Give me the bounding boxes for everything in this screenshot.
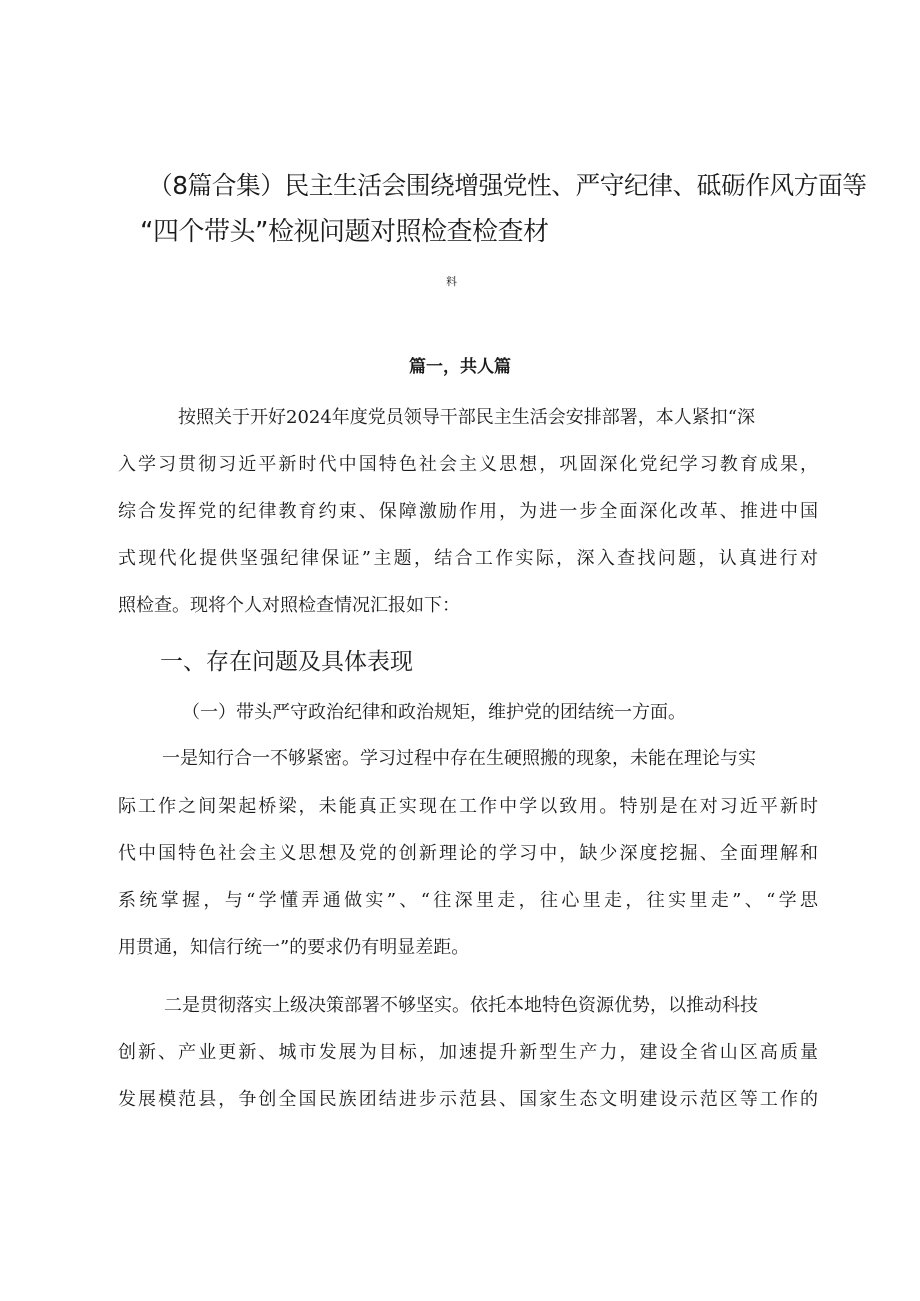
subheading-political-discipline: （一）带头严守政治纪律和政治规矩，维护党的团结统一方面。 <box>182 702 686 723</box>
document-title-line-2: “四个带头”检视问题对照检查检查材 <box>140 217 549 247</box>
section-title: 篇一，共人篇 <box>409 357 511 377</box>
para1-line-4: 系统掌握，与“学懂弄通做实”、“往深里走，往心里走，往实里走”、“学思 <box>118 890 818 911</box>
para2-line-1: 二是贯彻落实上级决策部署不够坚实。依托本地特色资源优势，以推动科技 <box>164 995 758 1016</box>
document-title-line-1: （8篇合集）民主生活会围绕增强党性、严守纪律、砥砺作风方面等 <box>148 171 867 200</box>
para1-line-5: 用贯通，知信行统一”的要求仍有明显差距。 <box>118 937 470 958</box>
para1-line-3: 代中国特色社会主义思想及党的创新理论的学习中，缺少深度挖掘、全面理解和 <box>118 843 818 864</box>
document-title-line-3: 料 <box>446 275 457 288</box>
intro-line-2: 入学习贯彻习近平新时代中国特色社会主义思想，巩固深化党纪学习教育成果， <box>118 454 818 475</box>
para2-line-2: 创新、产业更新、城市发展为目标，加速提升新型生产力，建设全省山区高质量 <box>118 1042 818 1063</box>
para2-line-3: 发展模范县，争创全国民族团结进步示范县、国家生态文明建设示范区等工作的 <box>118 1089 818 1110</box>
intro-line-3: 综合发挥党的纪律教育约束、保障激励作用，为进一步全面深化改革、推进中国 <box>118 501 818 522</box>
heading-existing-problems: 一、存在问题及具体表现 <box>160 649 413 675</box>
para1-line-1: 一是知行合一不够紧密。学习过程中存在生硬照搬的现象，未能在理论与实 <box>162 748 756 769</box>
intro-line-4: 式现代化提供坚强纪律保证”主题，结合工作实际，深入查找问题，认真进行对 <box>118 548 818 569</box>
intro-line-5: 照检查。现将个人对照检查情况汇报如下： <box>118 595 460 616</box>
intro-line-1: 按照关于开好2024年度党员领导干部民主生活会安排部署，本人紧扣“深 <box>178 407 756 428</box>
para1-line-2: 际工作之间架起桥梁，未能真正实现在工作中学以致用。特别是在对习近平新时 <box>118 796 818 817</box>
